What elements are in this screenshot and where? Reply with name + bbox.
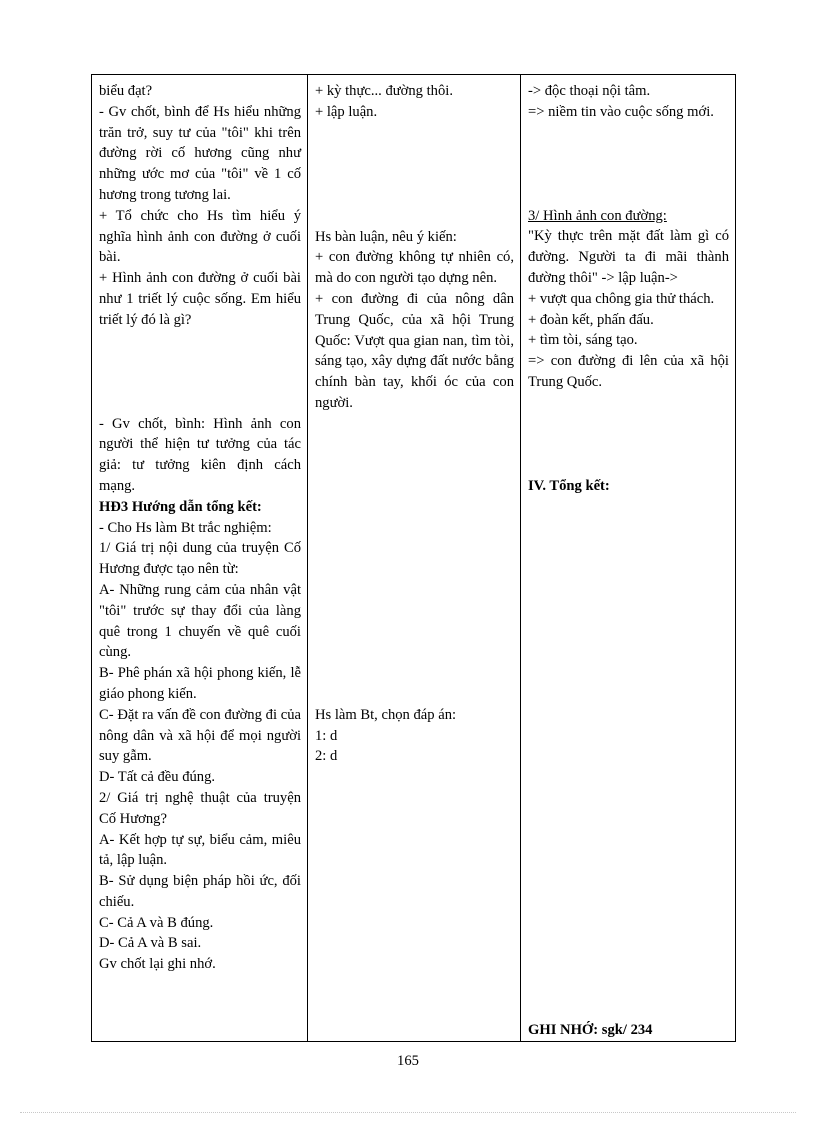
c3-line-6: + tìm tòi, sáng tạo.	[528, 332, 638, 349]
c1-line-12: 2/ Giá trị nghệ thuật của truyện Cố Hương?	[99, 789, 301, 827]
c3-line-1: => niềm tin vào cuộc sống mới.	[528, 103, 714, 120]
c3-line-7: => con đường đi lên của xã hội Trung Quốc.	[528, 353, 729, 390]
c2-line-1: + lập luận.	[315, 103, 378, 120]
c1-line-6: - Cho Hs làm Bt trắc nghiệm:	[99, 519, 272, 536]
c1-line-3: + Hình ảnh con đường ở cuối bài như 1 triết lý cuộc sống. Em hiểu triết lý đó là gì?	[99, 270, 301, 328]
c3-line-0: -> độc thoại nội tâm.	[528, 83, 651, 99]
c2-line-3: + con đường không tự nhiên có, mà do con người tạo dựng nên.	[315, 249, 514, 287]
section-heading-hd3: HĐ3 Hướng dẫn tổng kết:	[99, 498, 262, 515]
lesson-table	[91, 74, 736, 1042]
teacher-activity-column	[92, 75, 308, 1041]
c2-line-7: 2: d	[315, 748, 338, 765]
c1-line-1: - Gv chốt, bình để Hs hiểu những trăn trở, suy tư của "tôi" khi trên đường rời cố hương cũng như những ước mơ của "tôi" về 1 cố hương trong tương lai.	[99, 103, 301, 203]
page-number: 165	[397, 1053, 419, 1069]
page-edge-divider	[20, 1112, 796, 1113]
c1-line-7: 1/ Giá trị nội dung của truyện Cố Hương được tạo nên từ:	[99, 540, 301, 578]
c2-line-5: Hs làm Bt, chọn đáp án:	[315, 706, 457, 723]
c3-line-5: + đoàn kết, phấn đấu.	[528, 311, 654, 328]
student-activity-column	[308, 75, 521, 1041]
c1-line-15: C- Cả A và B đúng.	[99, 914, 214, 931]
c1-line-10: C- Đặt ra vấn đề con đường đi của nông dân và xã hội để mọi người suy gẫm.	[99, 706, 301, 765]
c1-line-13: A- Kết hợp tự sự, biểu cảm, miêu tả, lập luận.	[99, 831, 301, 869]
c3-line-4: + vượt qua chông gia thử thách.	[528, 290, 715, 307]
c2-line-6: 1: d	[315, 727, 338, 744]
c2-line-0: + kỳ thực... đường thôi.	[315, 83, 453, 99]
content-column	[521, 75, 735, 1041]
memo-note: GHI NHỚ: sgk/ 234	[528, 1022, 653, 1039]
c2-line-4: + con đường đi của nông dân Trung Quốc, của xã hội Trung Quốc: Vượt qua gian nan, tìm tòi, sáng tạo, xây dựng đất nước bằng chính bàn tay, khối óc của con người.	[315, 290, 514, 411]
c1-line-0: biểu đạt?	[99, 83, 153, 99]
c1-line-11: D- Tất cả đều đúng.	[99, 769, 216, 786]
c1-line-14: B- Sử dụng biện pháp hồi ức, đối chiếu.	[99, 873, 301, 910]
section-heading-summary: IV. Tổng kết:	[528, 477, 610, 494]
c1-line-8: A- Những rung cảm của nhân vật "tôi" trước sự thay đổi của làng quê trong 1 chuyến về quê cuối cùng.	[99, 581, 301, 661]
c3-line-3: "Kỳ thực trên mặt đất làm gì có đường. Người ta đi mãi thành đường thôi" -> lập luận->	[528, 228, 729, 286]
c2-line-2: Hs bàn luận, nêu ý kiến:	[315, 228, 457, 245]
c1-line-9: B- Phê phán xã hội phong kiến, lễ giáo phong kiến.	[99, 665, 301, 702]
section-heading-road: 3/ Hình ảnh con đường:	[528, 207, 667, 224]
c1-line-17: Gv chốt lại ghi nhớ.	[99, 956, 216, 973]
c1-line-2: + Tổ chức cho Hs tìm hiểu ý nghĩa hình ảnh con đường ở cuối bài.	[99, 207, 301, 266]
c1-line-16: D- Cả A và B sai.	[99, 935, 202, 952]
c1-line-4: - Gv chốt, bình: Hình ảnh con người thể hiện tư tưởng của tác giả: tư tưởng kiên định cách mạng.	[99, 415, 301, 494]
